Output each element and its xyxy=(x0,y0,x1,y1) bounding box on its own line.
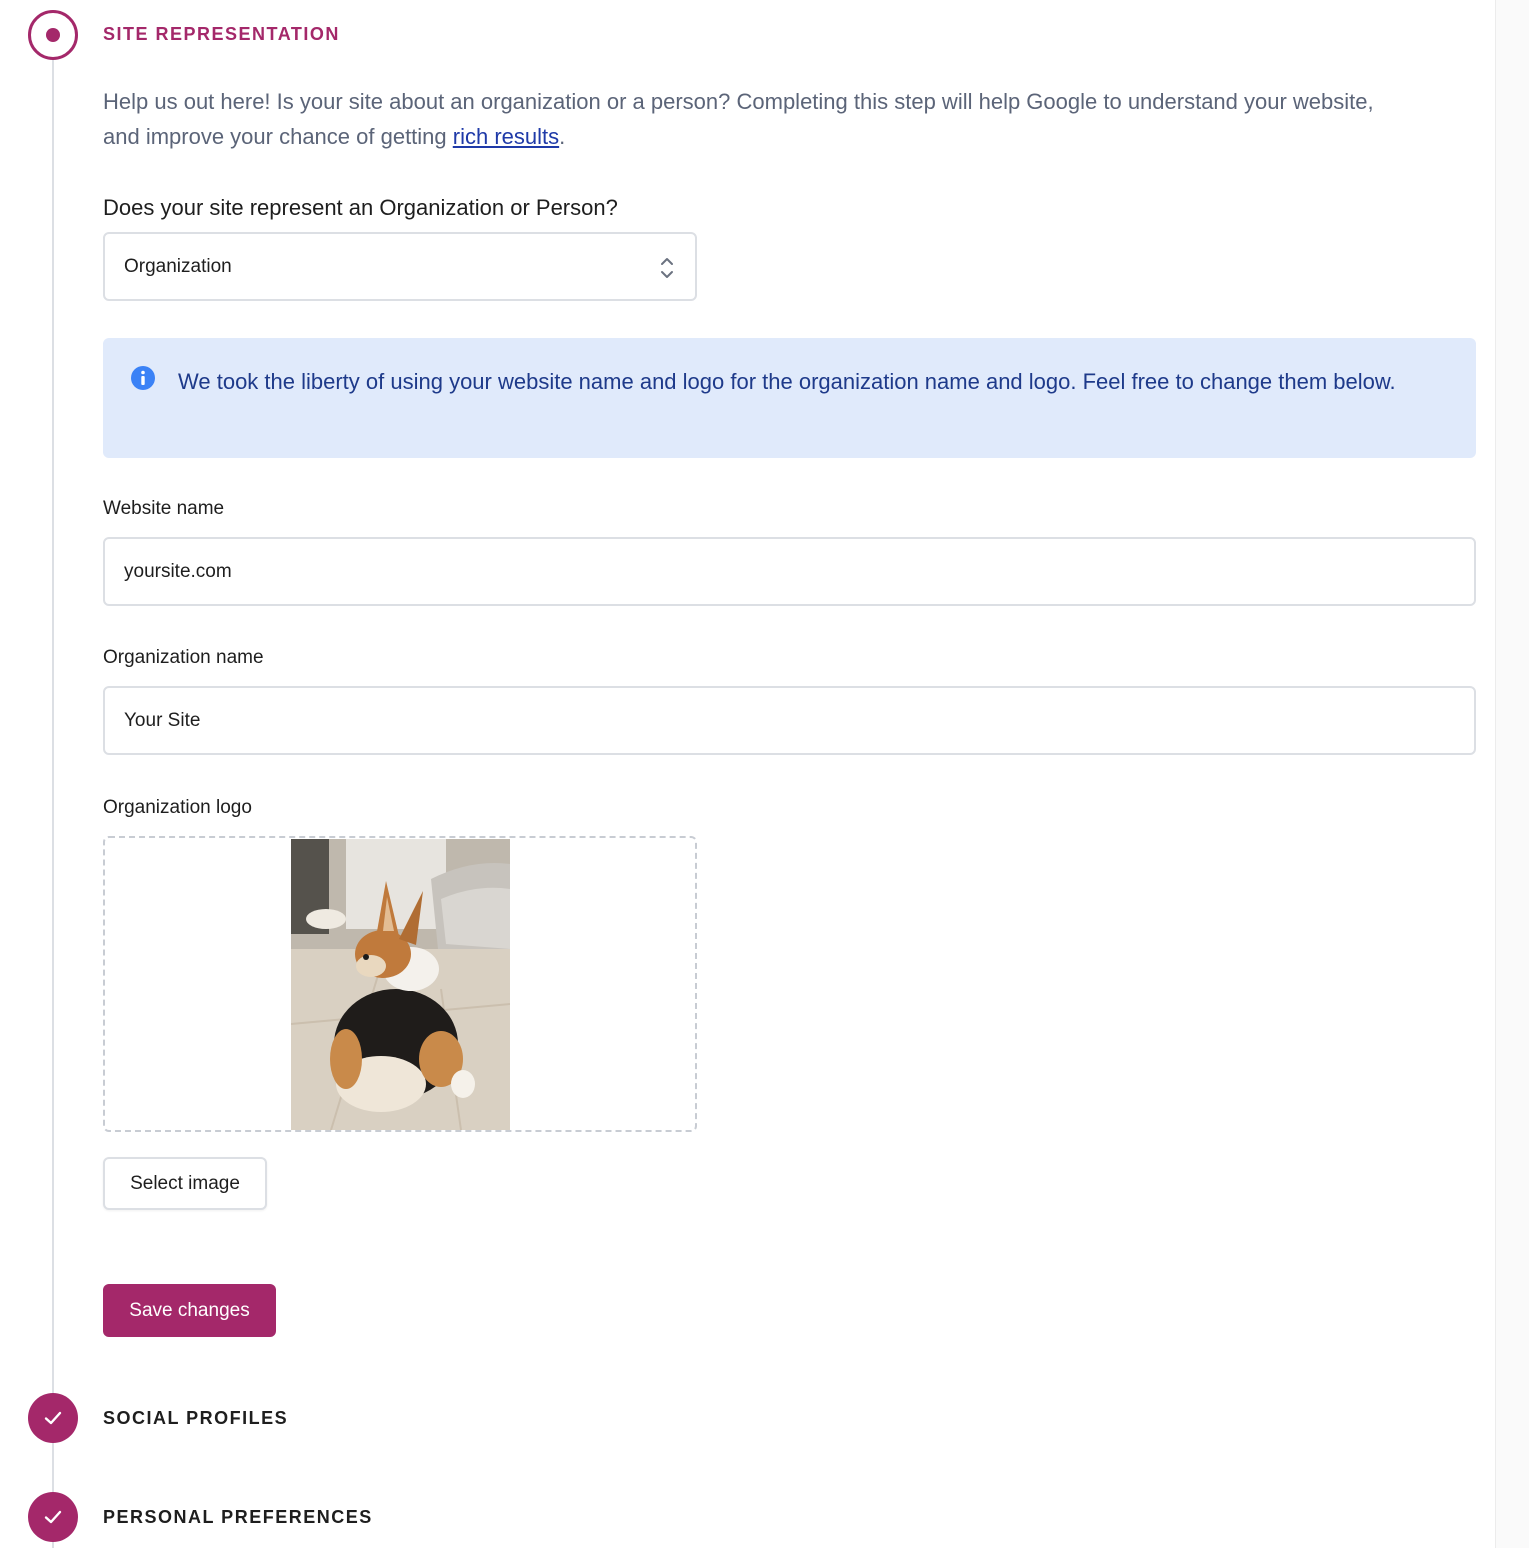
representation-question-label: Does your site represent an Organization or Person? xyxy=(103,195,618,220)
select-image-button[interactable]: Select image xyxy=(103,1157,267,1210)
step-indicator-active xyxy=(28,10,78,60)
organization-logo-label: Organization logo xyxy=(103,797,252,818)
organization-name-label: Organization name xyxy=(103,647,264,668)
step-indicator-social-done xyxy=(28,1393,78,1443)
logo-dropzone[interactable] xyxy=(103,836,697,1132)
info-icon xyxy=(130,365,156,391)
rich-results-link[interactable]: rich results xyxy=(452,124,560,149)
intro-text-after: . xyxy=(559,124,566,149)
step-indicator-personal-done xyxy=(28,1492,78,1542)
website-name-label: Website name xyxy=(103,498,225,519)
alert-text: We took the liberty of using your website name and logo for the organization name and logo. Feel free to change them below. xyxy=(178,369,1396,394)
step-title-site-representation[interactable]: SITE REPRESENTATION xyxy=(103,24,340,44)
checkmark-icon xyxy=(41,1406,65,1430)
website-name-input[interactable] xyxy=(103,537,1476,606)
organization-name-input[interactable] xyxy=(103,686,1476,755)
info-alert xyxy=(103,338,1476,458)
save-changes-button[interactable]: Save changes xyxy=(103,1284,276,1337)
representation-select[interactable] xyxy=(103,232,697,301)
scrollbar-track[interactable] xyxy=(1495,0,1529,1548)
step-title-personal-preferences[interactable]: PERSONAL PREFERENCES xyxy=(103,1507,373,1527)
select-chevron-icon xyxy=(659,254,675,282)
checkmark-icon xyxy=(41,1505,65,1529)
intro-text-before: Help us out here! Is your site about an organization or a person? Completing this step will help Google to understand your website, and improve your chance of getting xyxy=(103,89,1374,149)
dog-photo xyxy=(291,839,510,1130)
organization-logo-image xyxy=(291,839,510,1130)
intro-text xyxy=(103,84,1403,154)
step-title-social-profiles[interactable]: SOCIAL PROFILES xyxy=(103,1408,289,1428)
active-dot-icon xyxy=(46,28,60,42)
representation-selected-value: Organization xyxy=(124,255,232,277)
timeline-line xyxy=(52,55,54,1548)
